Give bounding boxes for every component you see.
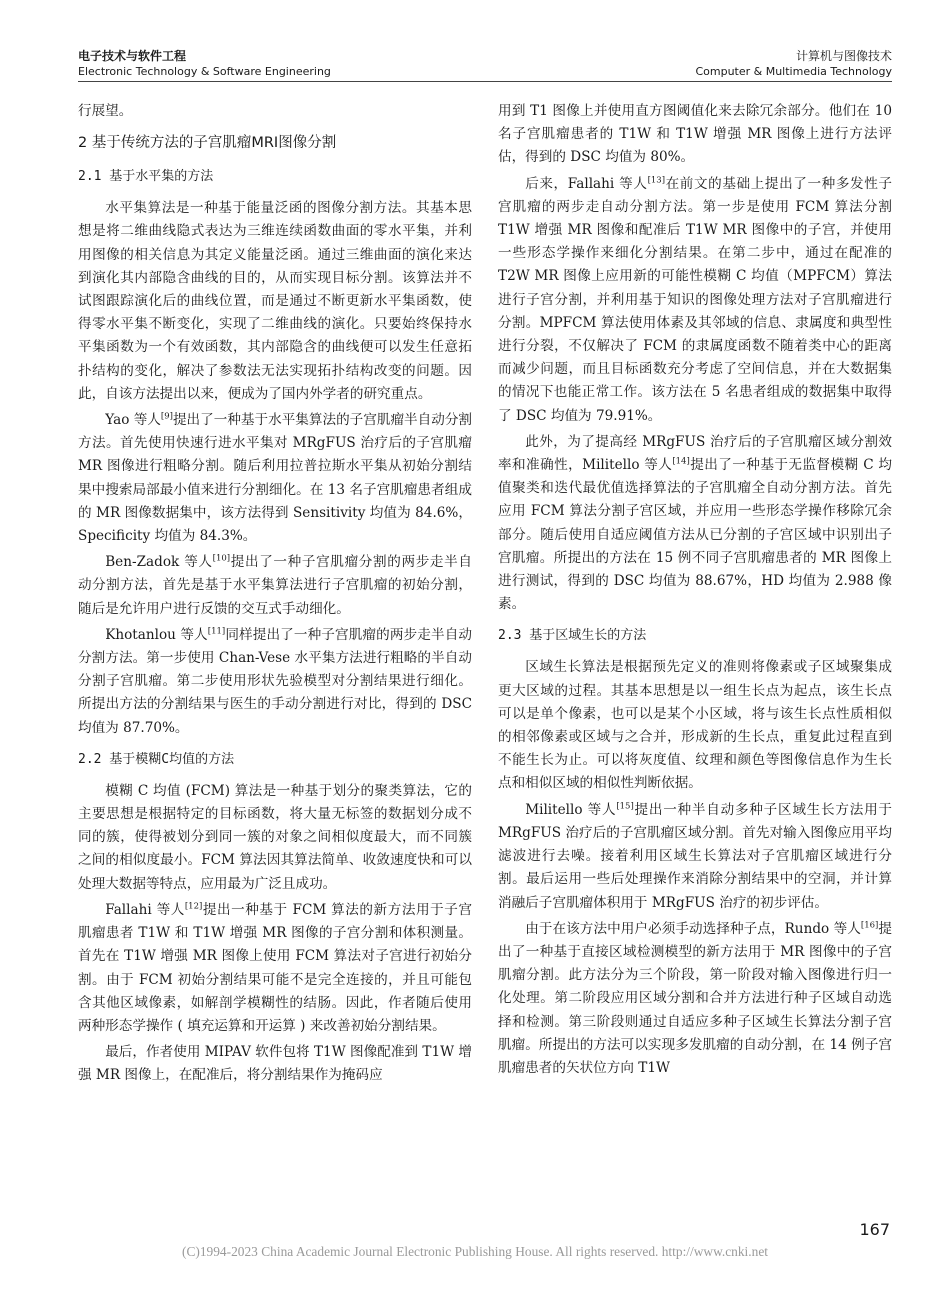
text: 后来，Fallahi 等人	[525, 175, 648, 192]
citation: [16]	[860, 920, 879, 931]
text: Militello 等人	[525, 801, 617, 818]
section-title-en: Computer & Multimedia Technology	[695, 65, 892, 78]
text: Yao 等人	[105, 412, 161, 429]
paragraph	[498, 918, 892, 1080]
subsection-heading: 2.1 基于水平集的方法	[78, 169, 214, 185]
copyright-notice: (C)1994-2023 China Academic Journal Electronic Publishing House. All rights reserved. http://www.cnki.net	[182, 1244, 768, 1259]
paragraph: 用到 T1 图像上并使用直方图阈值化来去除冗余部分。他们在 10 名子宫肌瘤患者的 T1W 和 T1W 增强 MR 图像上进行方法评估，得到的 DSC 均值为 80%。	[498, 103, 892, 166]
text: 提出了一种子宫肌瘤分割的两步走半自动分割方法，首先是基于水平集算法进行子宫肌瘤的初始分割，随后是允许用户进行反馈的交互式手动细化。	[78, 554, 472, 617]
page-number: 167	[859, 1220, 890, 1239]
text: Fallahi 等人	[105, 901, 185, 918]
section-title	[695, 48, 892, 79]
paragraph	[78, 624, 472, 740]
journal-title	[78, 48, 331, 79]
paragraph	[498, 431, 892, 617]
text: 同样提出了一种子宫肌瘤的两步走半自动分割方法。第一步使用 Chan-Vese 水平集方法进行粗略的半自动分割子宫肌瘤。第二步使用形状先验模型对分割结果进行细化。所提出方法的分割结果与医生的手动分割进行对比，得到的 DSC 均值为 87.70%。	[78, 626, 472, 736]
text: Khotanlou 等人	[105, 626, 208, 643]
citation: [12]	[184, 901, 203, 912]
text: Ben-Zadok 等人	[105, 554, 213, 571]
section-heading: 2 基于传统方法的子宫肌瘤MRI图像分割	[78, 135, 337, 152]
text: 提出一种基于 FCM 算法的新方法用于子宫肌瘤患者 T1W 和 T1W 增强 MR 图像的子宫分割和体积测量。首先在 T1W 增强 MR 图像上使用 FCM 算法对子宫进行初始分割。由于 FCM 初始分割结果可能不是完全连接的，并且可能包含其他区域像素，如解剖学模糊性的结肠。因此，作者随后使用两种形态学操作 ( 填充运算和开运算 ) 来改善初始分割结果。	[78, 901, 472, 1034]
paragraph	[78, 551, 472, 621]
paragraph: 最后，作者使用 MIPAV 软件包将 T1W 图像配准到 T1W 增强 MR 图像上，在配准后，将分割结果作为掩码应	[78, 1044, 472, 1084]
text: 提出了一种基于水平集算法的子宫肌瘤半自动分割方法。首先使用快速行进水平集对 MRgFUS 治疗后的子宫肌瘤 MR 图像进行粗略分割。随后利用拉普拉斯水平集从初始分割结果中搜索局部最小值来进行分割细化。在 13 名子宫肌瘤患者组成的 MR 图像数据集中，该方法得到 Sensitivity 均值为 84.6%，Specificity 均值为 84.3%。	[78, 412, 472, 545]
paragraph	[78, 409, 472, 548]
paragraph: 水平集算法是一种基于能量泛函的图像分割方法。其基本思想是将二维曲线隐式表达为三维连续函数曲面的零水平集，并利用图像的相关信息为其定义能量泛函。通过三维曲面的演化来达到演化其内部隐含曲线的目的，从而实现目标分割。该算法并不试图跟踪演化后的曲线位置，而是通过不断更新水平集函数，使得零水平集不断变化，实现了二维曲线的演化。只要始终保持水平集函数为一个有效函数，其内部隐含的曲线便可以发生任意拓扑结构的变化，解决了参数法无法实现拓扑结构改变的问题。因此，自该方法提出以来，便成为了国内外学者的研究重点。	[78, 200, 472, 402]
subsection-heading: 2.3 基于区域生长的方法	[498, 628, 647, 644]
section-title-cn: 计算机与图像技术	[795, 49, 892, 63]
paragraph: 行展望。	[78, 103, 133, 119]
citation: [10]	[212, 553, 231, 564]
paragraph: 区域生长算法是根据预先定义的准则将像素或子区域聚集成更大区域的过程。其基本思想是以一组生长点为起点，该生长点可以是单个像素，也可以是某个小区域，将与该生长点性质相似的相邻像素或区域与之合并，形成新的生长点，重复此过程直到不能生长为止。可以将灰度值、纹理和颜色等图像信息作为生长点和相似区域的相似性判断依据。	[498, 659, 892, 792]
text: 此外，为了提高经 MRgFUS 治疗后的子宫肌瘤区域分割效率和准确性，Militello 等人	[498, 433, 892, 474]
journal-title-cn: 电子技术与软件工程	[78, 49, 187, 63]
left-column	[78, 100, 472, 1200]
text: 提出了一种基于直接区域检测模型的新方法用于 MR 图像中的子宫肌瘤分割。此方法分为三个阶段，第一阶段对输入图像进行归一化处理。第二阶段应用区域分割和合并方法进行种子区域自动选择和检测。第三阶段则通过自适应多种子区域生长算法分割子宫肌瘤。所提出的方法可以实现多发肌瘤的自动分割，在 14 例子宫肌瘤患者的矢状位方向 T1W	[498, 920, 892, 1076]
running-header	[78, 48, 892, 82]
right-column	[498, 100, 892, 1200]
citation: [15]	[616, 801, 634, 812]
text: 在前文的基础上提出了一种多发性子宫肌瘤的两步走自动分割方法。第一步是使用 FCM 算法分割 T1W 增强 MR 图像和配准后 T1W MR 图像中的子宫，并使用一些形态学操作来细化分割结果。在第二步中，通过在配准的 T2W MR 图像上应用新的可能性模糊 C 均值（MPFCM）算法进行子宫分割，并利用基于知识的图像处理方法对子宫肌瘤进行分割。MPFCM 算法使用体素及其邻域的信息、隶属度和典型性进行分裂，不仅解决了 FCM 的隶属度函数不随着类中心的距离而减少问题，而且目标函数充分考虑了空间信息，并在大数据集的情况下也能正常工作。该方法在 5 名患者组成的数据集中取得了 DSC 均值为 79.91%。	[498, 175, 892, 424]
citation: [9]	[160, 411, 173, 422]
citation: [13]	[647, 175, 666, 186]
text: 提出一种半自动多种子区域生长方法用于 MRgFUS 治疗后的子宫肌瘤区域分割。首先对输入图像应用平均滤波进行去噪。接着利用区域生长算法对子宫肌瘤区域进行分割。最后运用一些后处理操作来消除分割结果中的空洞，并计算消融后子宫肌瘤体积用于 MRgFUS 治疗的初步评估。	[498, 801, 892, 911]
subsection-heading: 2.2 基于模糊C均值的方法	[78, 751, 235, 767]
journal-title-en: Electronic Technology & Software Engineering	[78, 65, 331, 78]
citation: [11]	[207, 626, 226, 637]
text: 提出了一种基于无监督模糊 C 均值聚类和迭代最优值选择算法的子宫肌瘤全自动分割方法。首先应用 FCM 算法分割子宫区域，并应用一些形态学操作移除冗余部分。随后使用自适应阈值方法从已分割的子宫区域中识别出子宫肌瘤。所提出的方法在 15 例不同子宫肌瘤患者的 MR 图像上进行测试，得到的 DSC 均值为 88.67%，HD 均值为 2.988 像素。	[498, 457, 892, 613]
paragraph: 模糊 C 均值 (FCM) 算法是一种基于划分的聚类算法，它的主要思想是根据特定的目标函数，将大量无标签的数据划分成不同的簇，使得被划分到同一簇的对象之间相似度最大，而不同簇之间的相似度最小。FCM 算法因其算法简单、收敛速度快和可以处理大数据等特点，应用最为广泛且成功。	[78, 782, 472, 892]
paragraph	[78, 899, 472, 1038]
paragraph	[498, 173, 892, 428]
citation: [14]	[672, 456, 690, 467]
text: 由于在该方法中用户必须手动选择种子点，Rundo 等人	[525, 920, 861, 937]
paragraph	[498, 799, 892, 915]
header-rule	[78, 81, 892, 82]
